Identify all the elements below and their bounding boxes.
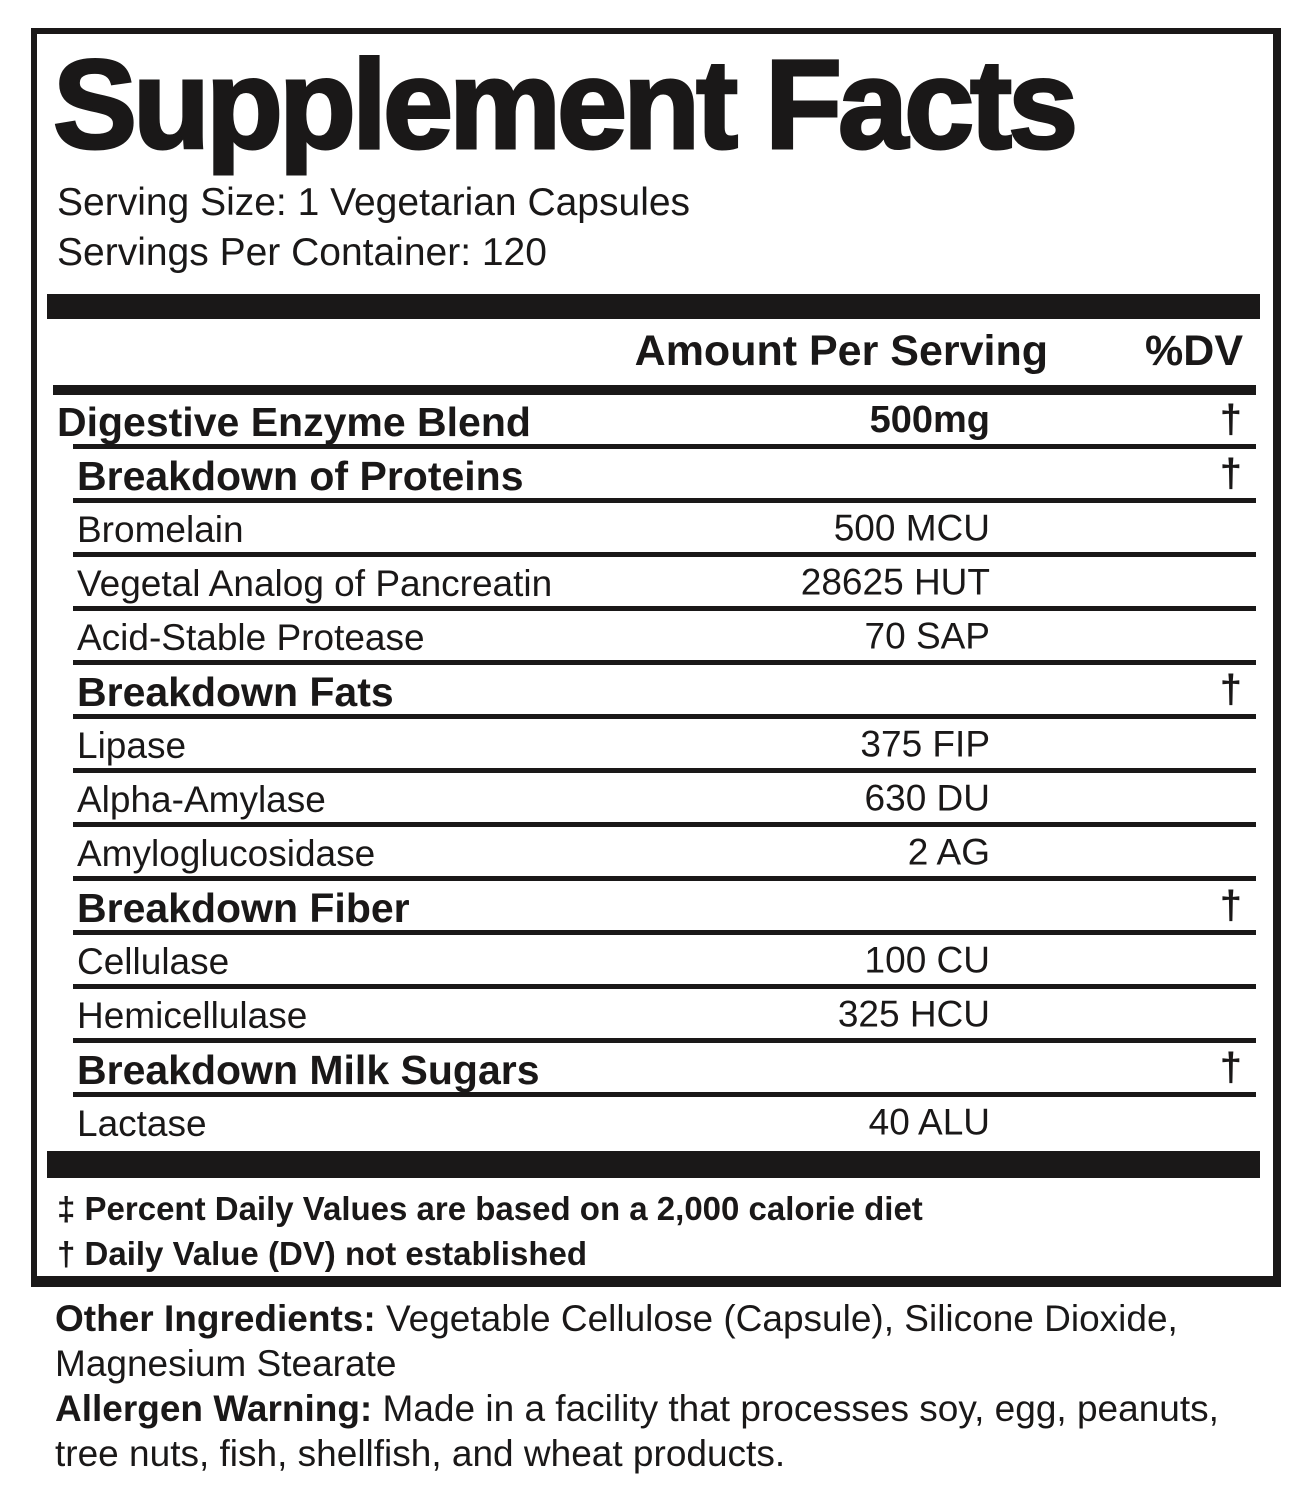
table-row bbox=[53, 503, 1256, 557]
divider-bar-top bbox=[47, 294, 1260, 319]
table-row bbox=[53, 395, 1256, 449]
table-row bbox=[53, 665, 1256, 719]
table-row bbox=[53, 989, 1256, 1043]
supplement-facts-panel bbox=[31, 28, 1281, 1287]
servings-per-container: Servings Per Container: 120 bbox=[57, 231, 547, 274]
other-info-section bbox=[55, 1296, 1270, 1476]
row-dv-value: † bbox=[1219, 397, 1242, 442]
divider-bar-bottom bbox=[47, 1151, 1260, 1178]
dv-header: %DV bbox=[1145, 327, 1243, 375]
table-row bbox=[53, 827, 1256, 881]
row-dv-value: † bbox=[1219, 1045, 1242, 1090]
table-row bbox=[53, 557, 1256, 611]
row-ingredient-name: Lactase bbox=[77, 1103, 207, 1144]
table-row bbox=[53, 449, 1256, 503]
panel-title: Supplement Facts bbox=[53, 34, 1075, 175]
section-label: Allergen Warning: bbox=[55, 1388, 373, 1429]
row-amount-value: 2 AG bbox=[907, 831, 990, 873]
table-row bbox=[53, 773, 1256, 827]
row-dv-value: † bbox=[1219, 883, 1242, 928]
ingredient-table bbox=[53, 395, 1256, 1151]
row-ingredient-name: Cellulase bbox=[77, 941, 230, 982]
row-amount-value: 40 ALU bbox=[868, 1101, 990, 1143]
row-ingredient-name: Lipase bbox=[77, 725, 187, 766]
table-row bbox=[53, 1043, 1256, 1097]
serving-size: Serving Size: 1 Vegetarian Capsules bbox=[57, 181, 691, 224]
allergen-warning-text: Allergen Warning: Made in a facility that processes soy, egg, peanuts, tree nuts, fish, shellfish, and wheat products. bbox=[55, 1388, 1219, 1474]
row-ingredient-name: Amyloglucosidase bbox=[77, 833, 376, 874]
other-ingredients-text: Other Ingredients: Vegetable Cellulose (Capsule), Silicone Dioxide, Magnesium Stearate bbox=[55, 1298, 1178, 1384]
row-amount-value: 28625 HUT bbox=[800, 561, 990, 603]
table-row bbox=[53, 881, 1256, 935]
table-row bbox=[53, 935, 1256, 989]
row-ingredient-name: Breakdown of Proteins bbox=[77, 452, 524, 499]
row-amount-value: 630 DU bbox=[864, 777, 990, 819]
row-ingredient-name: Breakdown Fats bbox=[77, 668, 394, 715]
row-amount-value: 500 MCU bbox=[833, 507, 990, 549]
row-ingredient-name: Alpha-Amylase bbox=[77, 779, 326, 820]
row-ingredient-name: Digestive Enzyme Blend bbox=[57, 398, 531, 445]
row-amount-value: 325 HCU bbox=[837, 993, 990, 1035]
amount-per-serving-header: Amount Per Serving bbox=[634, 327, 1048, 375]
row-ingredient-name: Breakdown Milk Sugars bbox=[77, 1046, 540, 1093]
table-row bbox=[53, 611, 1256, 665]
footnote-dv-basis: ‡ Percent Daily Values are based on a 2,000 calorie diet bbox=[57, 1190, 923, 1227]
row-amount-value: 375 FIP bbox=[860, 723, 990, 765]
table-header-row bbox=[53, 319, 1256, 395]
row-dv-value: † bbox=[1219, 451, 1242, 496]
row-ingredient-name: Breakdown Fiber bbox=[77, 884, 410, 931]
section-label: Other Ingredients: bbox=[55, 1298, 376, 1339]
row-ingredient-name: Acid-Stable Protease bbox=[77, 617, 425, 658]
row-ingredient-name: Vegetal Analog of Pancreatin bbox=[77, 563, 553, 604]
row-amount-value: 100 CU bbox=[864, 939, 990, 981]
table-row bbox=[53, 719, 1256, 773]
table-row bbox=[53, 1097, 1256, 1151]
row-ingredient-name: Bromelain bbox=[77, 509, 244, 550]
row-amount-value: 70 SAP bbox=[864, 615, 990, 657]
row-dv-value: † bbox=[1219, 667, 1242, 712]
footnote-dv-not-established: † Daily Value (DV) not established bbox=[57, 1235, 587, 1272]
row-amount-value: 500mg bbox=[869, 398, 990, 441]
footnotes bbox=[53, 1186, 1256, 1276]
row-ingredient-name: Hemicellulase bbox=[77, 995, 308, 1036]
